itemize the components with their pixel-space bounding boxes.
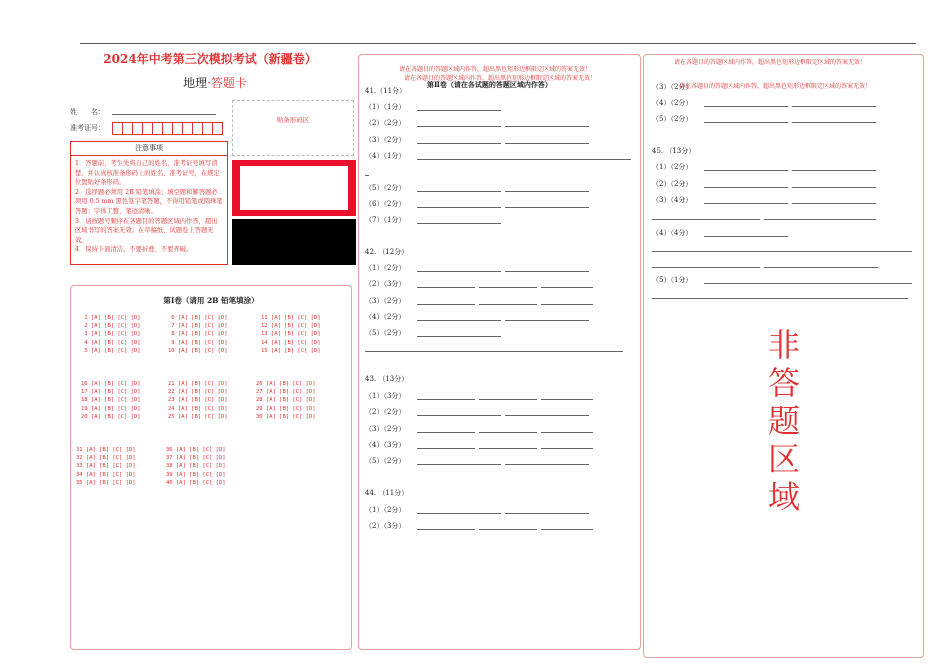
answer-line[interactable] — [541, 448, 593, 449]
wrong-fill-example — [232, 219, 356, 265]
q41-part: （6）（2分） — [365, 200, 406, 208]
answer-line[interactable] — [505, 415, 589, 416]
answer-line[interactable] — [704, 170, 788, 171]
answer-line[interactable] — [417, 320, 501, 321]
q44-part: （1）（2分） — [365, 506, 406, 514]
id-label: 准考证号： — [70, 124, 105, 132]
answer-line[interactable] — [479, 304, 537, 305]
answer-line[interactable] — [417, 336, 501, 337]
notice-title: 注意事项 — [71, 142, 227, 156]
warning-text: 请在各题目的答题区域内作答，超出黑色矩形边框限定区域的答案无效！ — [404, 75, 597, 82]
non-answer-area-label: 非答题区域 — [767, 326, 800, 516]
answer-line[interactable] — [792, 122, 876, 123]
answer-line[interactable] — [505, 513, 589, 514]
q42-part: （1）（2分） — [365, 264, 406, 272]
q41-part: （1）（1分） — [365, 103, 406, 111]
q45-part: （2）（2分） — [652, 180, 693, 188]
q43-part: （1）（3分） — [365, 392, 406, 400]
q43-part: （4）（3分） — [365, 441, 406, 449]
answer-line[interactable] — [417, 271, 501, 272]
answer-line[interactable] — [417, 415, 501, 416]
answer-line[interactable] — [417, 207, 501, 208]
q41-head: 41.（11分） — [365, 87, 407, 95]
id-grid[interactable] — [112, 122, 222, 135]
answer-line[interactable] — [505, 207, 589, 208]
q44-part: （2）（3分） — [365, 522, 406, 530]
mc-title: 第Ⅰ卷（请用 2B 铅笔填涂） — [163, 296, 259, 305]
q41-part: （3）（2分） — [365, 136, 406, 144]
q44-part: （3）（2分） — [652, 83, 693, 91]
q43-part: （2）（2分） — [365, 408, 406, 416]
answer-line[interactable] — [479, 287, 537, 288]
answer-line[interactable] — [417, 126, 501, 127]
answer-line[interactable] — [505, 320, 589, 321]
answer-line[interactable] — [505, 126, 589, 127]
notice-box — [70, 141, 228, 265]
answer-line[interactable] — [479, 448, 537, 449]
name-field[interactable] — [112, 114, 216, 115]
notice-item: 2．选择题必须用 2B 铅笔填涂；填空题和解答题必须用 0.5 mm 黑色签字笔答题，不得用铅笔或圆珠笔答题；字体工整、笔迹清晰。 — [75, 188, 223, 215]
q44-head: 44. （11分） — [365, 489, 409, 497]
answer-line[interactable] — [479, 529, 537, 530]
mc-group[interactable]: 36 [A] [B] [C] [D] 37 [A] [B] [C] [D] 38 [A] [B] [C] [D] 39 [A] [B] [C] [D] 40 [A] [B] [C] [D] — [166, 447, 226, 486]
mc-group[interactable]: 6 [A] [B] [C] [D] 7 [A] [B] [C] [D] 8 [A] [B] [C] [D] 9 [A] [B] [C] [D] 10 [A] [B] [C] [D] — [168, 315, 228, 354]
q42-part: （2）（3分） — [365, 280, 406, 288]
answer-line[interactable] — [365, 175, 369, 176]
section2-title: 第Ⅱ卷（请在各试题的答题区域内作答） — [427, 80, 552, 89]
mc-group[interactable]: 21 [A] [B] [C] [D] 22 [A] [B] [C] [D] 23 [A] [B] [C] [D] 24 [A] [B] [C] [D] 25 [A] [B] [C] [D] — [168, 381, 228, 420]
answer-line[interactable] — [541, 287, 593, 288]
notice-item: 3．请按题号顺序在各题目的答题区域内作答，超出区域书写的答案无效；在草稿纸、试题卷上答题无效。 — [75, 217, 218, 244]
q43-head: 43. （13分） — [365, 375, 409, 383]
answer-line[interactable] — [479, 432, 537, 433]
answer-line[interactable] — [505, 191, 589, 192]
subject-title — [140, 74, 290, 91]
answer-line[interactable] — [792, 170, 876, 171]
answer-line[interactable] — [652, 267, 760, 268]
mc-group[interactable]: 31 [A] [B] [C] [D] 32 [A] [B] [C] [D] 33 [A] [B] [C] [D] 34 [A] [B] [C] [D] 35 [A] [B] [C] [D] — [76, 447, 136, 486]
q42-part: （5）（2分） — [365, 329, 406, 337]
q43-part: （5）（2分） — [365, 457, 406, 465]
answer-line[interactable] — [652, 219, 760, 220]
q42-head: 42. （12分） — [365, 248, 409, 256]
top-rule — [80, 43, 916, 44]
answer-line[interactable] — [417, 529, 475, 530]
q41-part: （7）（1分） — [365, 216, 406, 224]
barcode-area: 贴条形码区 — [232, 100, 354, 156]
mc-group[interactable]: 16 [A] [B] [C] [D] 17 [A] [B] [C] [D] 18 [A] [B] [C] [D] 19 [A] [B] [C] [D] 20 [A] [B] [C] [D] — [81, 381, 141, 420]
answer-line[interactable] — [417, 287, 475, 288]
section2-panel — [358, 54, 641, 650]
notice-item: 1．答题前，考生先将自己的姓名，准考证号填写清楚，并认真核准条形码上的姓名、准考证号，在规定位置贴好条形码。 — [75, 160, 220, 187]
mc-group[interactable]: 1 [A] [B] [C] [D] 2 [A] [B] [C] [D] 3 [A] [B] [C] [D] 4 [A] [B] [C] [D] 5 [A] [B] [C] [D] — [84, 315, 141, 354]
mc-group[interactable]: 26 [A] [B] [C] [D] 27 [A] [B] [C] [D] 28 [A] [B] [C] [D] 29 [A] [B] [C] [D] 30 [A] [B] [C] [D] — [256, 381, 316, 420]
answer-line[interactable] — [417, 399, 475, 400]
answer-line[interactable] — [417, 432, 475, 433]
answer-line[interactable] — [704, 203, 788, 204]
answer-line[interactable] — [652, 298, 908, 299]
answer-line[interactable] — [505, 143, 589, 144]
correct-fill-example — [232, 160, 356, 216]
answer-line[interactable] — [541, 529, 593, 530]
answer-line[interactable] — [417, 223, 501, 224]
answer-line[interactable] — [704, 236, 788, 237]
warning-text: 请在各题目的答题区域内作答，超出黑色矩形边框限定区域的答案无效！ — [674, 59, 867, 66]
notice-item: 4．保持卡面清洁，不要折叠、不要弄破。 — [75, 246, 193, 254]
answer-line[interactable] — [417, 143, 501, 144]
mc-group[interactable]: 11 [A] [B] [C] [D] 12 [A] [B] [C] [D] 13 [A] [B] [C] [D] 14 [A] [B] [C] [D] 15 [A] [B] [C] [D] — [261, 315, 321, 354]
q43-part: （3）（2分） — [365, 425, 406, 433]
answer-line[interactable] — [417, 110, 501, 111]
answer-line[interactable] — [704, 283, 912, 284]
name-label: 姓 名： — [70, 108, 105, 116]
q41-part: （2）（2分） — [365, 119, 406, 127]
q42-part: （4）（2分） — [365, 313, 406, 321]
notice-text — [71, 156, 227, 258]
q42-part: （3）（2分） — [365, 297, 406, 305]
q44-part: （5）（2分） — [652, 115, 693, 123]
warning-text: 请在各题目的答题区域内作答，超出黑色矩形边框限定区域的答案无效！ — [399, 66, 592, 73]
answer-line[interactable] — [417, 304, 475, 305]
answer-line[interactable] — [792, 106, 876, 107]
answer-line[interactable] — [365, 351, 623, 352]
answer-line[interactable] — [792, 203, 876, 204]
answer-line[interactable] — [792, 187, 876, 188]
answer-line[interactable] — [417, 191, 501, 192]
answer-line[interactable] — [541, 432, 593, 433]
answer-line[interactable] — [479, 399, 537, 400]
answer-line[interactable] — [417, 448, 475, 449]
q41-part: （5）（2分） — [365, 184, 406, 192]
q45-part: （5）（1分） — [652, 276, 693, 284]
answer-line[interactable] — [652, 251, 912, 252]
q45-part: （3）（4分） — [652, 196, 693, 204]
q45-part: （4）（4分） — [652, 229, 693, 237]
answer-line[interactable] — [764, 219, 876, 220]
q45-head: 45. （13分） — [652, 147, 696, 155]
q41-part: （4）（1分） — [365, 152, 406, 160]
q44-part: （4）（2分） — [652, 99, 693, 107]
exam-title: 2024年中考第三次模拟考试（新疆卷） — [103, 52, 317, 66]
mc-panel — [70, 285, 352, 650]
answer-line[interactable] — [417, 159, 631, 160]
answer-line[interactable] — [505, 464, 589, 465]
answer-line[interactable] — [764, 267, 878, 268]
answer-line[interactable] — [541, 399, 593, 400]
answer-line[interactable] — [417, 513, 501, 514]
subject-name: 地理 — [183, 76, 208, 90]
answer-line[interactable] — [417, 464, 501, 465]
answer-line[interactable] — [704, 122, 788, 123]
subject-suffix: ·答题卡 — [207, 76, 247, 90]
warning-text: 请在各题目的答题区域内作答，超出黑色矩形边框限定区域的答案无效！ — [679, 83, 872, 90]
answer-line[interactable] — [704, 106, 788, 107]
answer-line[interactable] — [541, 304, 593, 305]
answer-line[interactable] — [704, 187, 788, 188]
q45-part: （1）（2分） — [652, 163, 693, 171]
answer-line[interactable] — [505, 271, 589, 272]
